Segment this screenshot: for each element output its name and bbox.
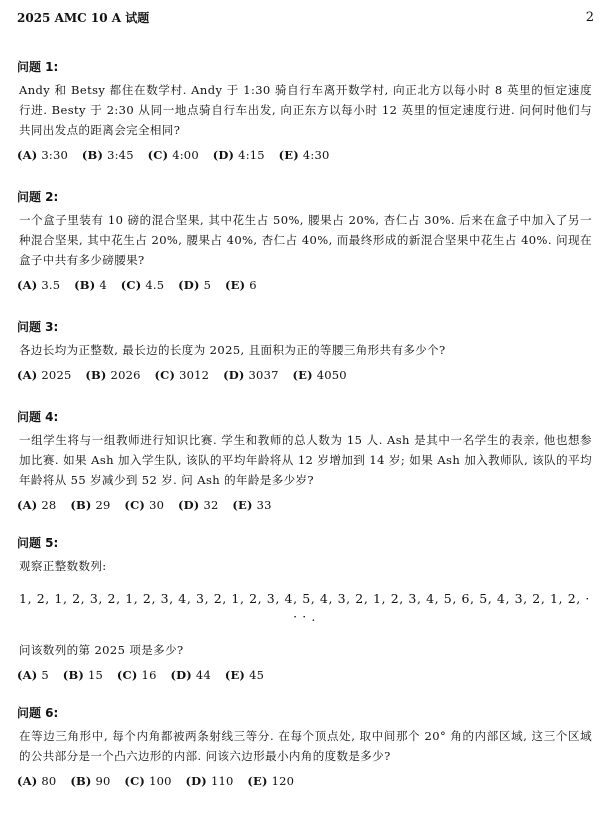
choice-e xyxy=(225,668,264,682)
problem-4 xyxy=(17,408,592,514)
problem-6 xyxy=(17,704,592,790)
choice-label: (B) xyxy=(70,498,92,512)
choice-label: (A) xyxy=(17,668,38,682)
choice-value: 110 xyxy=(210,774,234,788)
choice-value: 6 xyxy=(249,278,257,292)
choice-e xyxy=(279,148,330,162)
choice-value: 32 xyxy=(203,498,219,512)
choice-value: 16 xyxy=(141,668,157,682)
choice-value: 5 xyxy=(41,668,49,682)
problem-1 xyxy=(17,58,592,164)
choice-label: (E) xyxy=(292,368,313,382)
choice-label: (A) xyxy=(17,148,38,162)
choice-b xyxy=(70,774,110,788)
choice-value: 45 xyxy=(249,668,265,682)
choice-label: (C) xyxy=(116,668,138,682)
choice-d xyxy=(213,148,265,162)
choice-label: (D) xyxy=(212,148,235,162)
choice-c xyxy=(154,368,209,382)
choice-c xyxy=(121,278,165,292)
choice-d xyxy=(178,278,211,292)
choice-value: 4 xyxy=(99,278,107,292)
problem-text: 一个盒子里装有 10 磅的混合坚果, 其中花生占 50%, 腰果占 20%, 杏仁占 30%. 后来在盒子中加入了另一种混合坚果, 其中花生占 20%, 腰果占 40%, 杏仁占 40%, 而最终形成的新混合坚果中花生占 40%. 问现在盒子中共有多少磅腰果? xyxy=(19,213,592,267)
choice-value: 2025 xyxy=(41,368,72,382)
choice-label: (E) xyxy=(232,498,253,512)
choice-label: (B) xyxy=(85,368,107,382)
choice-value: 5 xyxy=(203,278,212,292)
problem-title: 问题 3: xyxy=(17,320,59,334)
choice-c xyxy=(117,668,157,682)
choice-b xyxy=(85,368,140,382)
choice-value: 28 xyxy=(41,498,57,512)
choice-b xyxy=(70,498,110,512)
choice-label: (E) xyxy=(225,278,246,292)
choice-label: (C) xyxy=(154,368,176,382)
document-title: 2025 AMC 10 A 试题 xyxy=(17,10,150,25)
problem-title: 问题 1: xyxy=(17,60,59,74)
problem-text: Andy 和 Betsy 都住在数学村. Andy 于 1:30 骑自行车离开数学村, 向正北方以每小时 8 英里的恒定速度行进. Besty 于 2:30 从同一地点骑自行车出发, 向正东方以每小时 12 英里的恒定速度行进. 问何时他们与共同出发点的距离会完全相同? xyxy=(19,83,592,137)
choice-label: (B) xyxy=(62,668,84,682)
choice-a xyxy=(17,668,49,682)
integer-sequence: 1, 2, 1, 2, 3, 2, 1, 2, 3, 4, 3, 2, 1, 2, 3, 4, 5, 4, 3, 2, 1, 2, 3, 4, 5, 6, 5, 4, 3, 2, 1, 2, · · · . xyxy=(19,591,590,624)
choice-label: (C) xyxy=(147,148,169,162)
choice-value: 30 xyxy=(149,498,165,512)
choice-a xyxy=(17,148,68,162)
answer-choices xyxy=(17,496,592,514)
answer-choices xyxy=(17,146,592,164)
problem-list xyxy=(17,58,592,814)
problem-3 xyxy=(17,318,592,384)
choice-b xyxy=(82,148,134,162)
choice-label: (C) xyxy=(124,498,146,512)
answer-choices xyxy=(17,772,592,790)
problem-5 xyxy=(17,534,592,684)
choice-a xyxy=(17,278,60,292)
choice-value: 2026 xyxy=(110,368,141,382)
choice-e xyxy=(232,498,271,512)
choice-c xyxy=(148,148,199,162)
choice-label: (C) xyxy=(124,774,146,788)
choice-b xyxy=(74,278,107,292)
choice-value: 100 xyxy=(149,774,172,788)
choice-label: (D) xyxy=(223,368,245,382)
choice-e xyxy=(225,278,257,292)
problem-text: 各边长均为正整数, 最长边的长度为 2025, 且面积为正的等腰三角形共有多少个? xyxy=(19,343,446,357)
answer-choices xyxy=(17,666,592,684)
choice-value: 33 xyxy=(256,498,272,512)
choice-value: 80 xyxy=(41,774,57,788)
choice-label: (B) xyxy=(70,774,92,788)
choice-label: (D) xyxy=(170,668,192,682)
problem-title: 问题 5: xyxy=(17,536,59,550)
choice-label: (A) xyxy=(17,774,38,788)
choice-label: (A) xyxy=(17,368,38,382)
choice-d xyxy=(178,498,219,512)
problem-2 xyxy=(17,188,592,294)
choice-label: (B) xyxy=(74,278,96,292)
page-header xyxy=(17,9,594,25)
choice-label: (A) xyxy=(17,278,38,292)
problem-text: 观察正整数数列: xyxy=(19,559,107,573)
choice-label: (C) xyxy=(120,278,142,292)
choice-d xyxy=(185,774,233,788)
choice-c xyxy=(124,498,164,512)
choice-value: 29 xyxy=(95,498,111,512)
problem-title: 问题 2: xyxy=(17,190,59,204)
problem-title: 问题 4: xyxy=(17,410,59,424)
choice-e xyxy=(292,368,346,382)
choice-value: 3012 xyxy=(179,368,210,382)
choice-label: (B) xyxy=(81,148,104,162)
choice-value: 15 xyxy=(88,668,104,682)
answer-choices xyxy=(17,276,592,294)
choice-value: 4050 xyxy=(316,368,347,382)
choice-value: 3:45 xyxy=(107,148,134,162)
choice-c xyxy=(124,774,171,788)
problem-text: 一组学生将与一组教师进行知识比赛. 学生和教师的总人数为 15 人. Ash 是其中一名学生的表亲, 他也想参加比赛. 如果 Ash 加入学生队, 该队的平均年龄将从 12 岁增加到 14 岁; 如果 Ash 加入教师队, 该队的平均年龄将从 55 岁减少到 52 岁. 问 Ash 的年龄是多少岁? xyxy=(19,433,592,487)
choice-b xyxy=(63,668,103,682)
problem-text: 在等边三角形中, 每个内角都被两条射线三等分. 在每个顶点处, 取中间那个 20° 角的内部区域, 这三个区域的公共部分是一个凸六边形的内部. 问该六边形最小内角的度数是多少? xyxy=(19,729,592,763)
problem-question: 问该数列的第 2025 项是多少? xyxy=(19,643,184,657)
choice-value: 44 xyxy=(195,668,211,682)
choice-d xyxy=(170,668,211,682)
choice-value: 4:15 xyxy=(238,148,265,162)
choice-label: (E) xyxy=(247,774,268,788)
problem-title: 问题 6: xyxy=(17,706,59,720)
choice-value: 4:30 xyxy=(302,148,330,162)
choice-label: (E) xyxy=(278,148,299,162)
choice-value: 3:30 xyxy=(41,148,69,162)
choice-e xyxy=(247,774,294,788)
choice-value: 3.5 xyxy=(41,278,61,292)
choice-label: (D) xyxy=(185,774,207,788)
choice-value: 3037 xyxy=(248,368,279,382)
choice-d xyxy=(223,368,279,382)
choice-value: 120 xyxy=(271,774,295,788)
choice-value: 90 xyxy=(95,774,111,788)
choice-a xyxy=(17,774,56,788)
choice-value: 4:00 xyxy=(172,148,199,162)
choice-label: (D) xyxy=(178,278,200,292)
choice-a xyxy=(17,368,71,382)
choice-a xyxy=(17,498,56,512)
choice-label: (D) xyxy=(177,498,200,512)
choice-value: 4.5 xyxy=(145,278,165,292)
answer-choices xyxy=(17,366,592,384)
choice-label: (A) xyxy=(17,498,38,512)
choice-label: (E) xyxy=(224,668,246,682)
page-number: 2 xyxy=(585,9,594,25)
